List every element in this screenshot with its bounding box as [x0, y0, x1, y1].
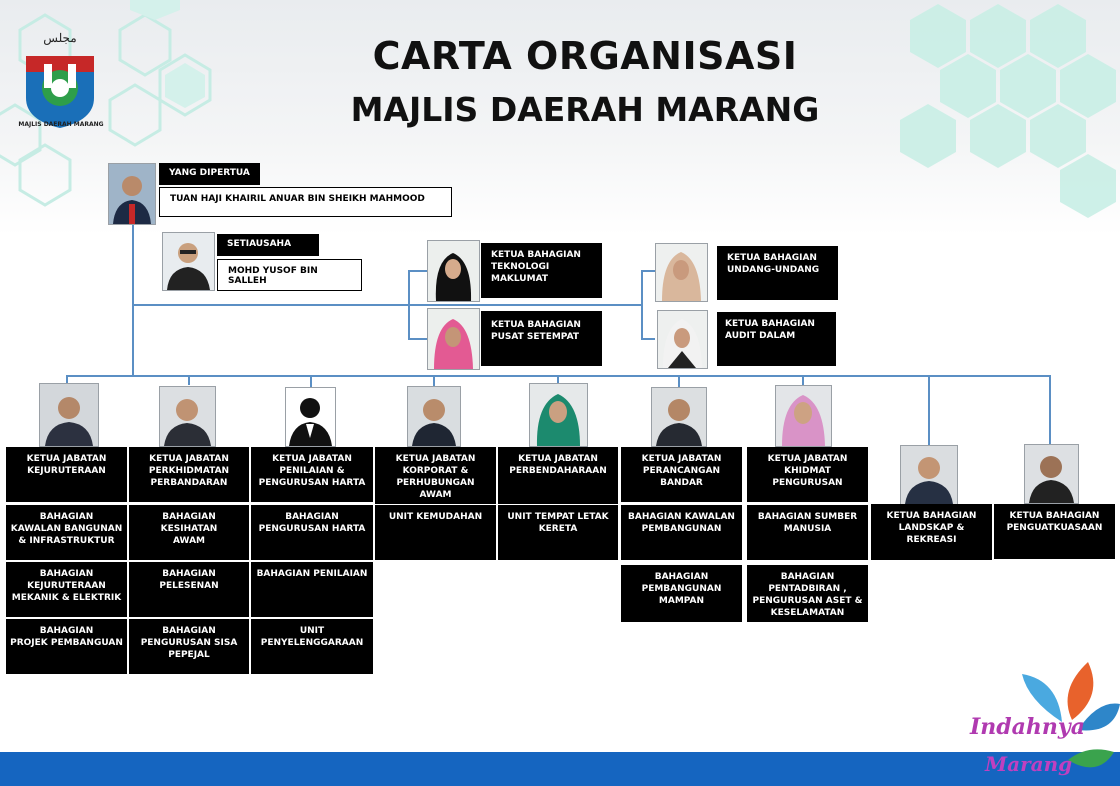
brand-wordmark-line2: Marang	[985, 752, 1073, 776]
brand-wordmark: Indahnya	[970, 714, 1085, 740]
connector-line	[408, 270, 428, 272]
sub-unit-label: BAHAGIAN KAWALAN BANGUNAN & INFRASTRUKTUR	[6, 505, 127, 560]
sub-unit-label: BAHAGIAN PENGURUSAN HARTA	[251, 505, 373, 560]
department-head-photo	[529, 383, 588, 447]
sub-unit-label: BAHAGIAN KAWALAN PEMBANGUNAN	[621, 505, 742, 560]
connector-line	[641, 270, 655, 272]
staff-photo	[427, 240, 480, 302]
department-head-label: KETUA JABATAN KEJURUTERAAN	[6, 447, 127, 502]
department-head-label: KETUA JABATAN PERKHIDMATAN PERBANDARAN	[129, 447, 249, 502]
yang-dipertua-photo	[108, 163, 156, 225]
connector-line	[641, 338, 655, 340]
department-head-photo	[39, 383, 99, 447]
department-head-label: KETUA BAHAGIAN LANDSKAP & REKREASI	[871, 504, 992, 560]
page-subtitle: MAJLIS DAERAH MARANG	[350, 90, 820, 129]
department-head-label: KETUA JABATAN PERANCANGAN BANDAR	[621, 447, 742, 502]
department-head-label: KETUA JABATAN PENILAIAN & PENGURUSAN HARTA	[251, 447, 373, 502]
sub-unit-label: BAHAGIAN PEMBANGUNAN MAMPAN	[621, 565, 742, 622]
connector-line	[132, 304, 642, 306]
department-head-photo	[285, 387, 336, 447]
department-head-photo	[407, 386, 461, 447]
staff-unit-label: KETUA BAHAGIAN PUSAT SETEMPAT	[481, 311, 602, 366]
connector-line	[408, 338, 428, 340]
department-head-photo	[651, 387, 707, 447]
connector-line	[310, 375, 312, 387]
department-head-label: KETUA BAHAGIAN PENGUATKUASAAN	[994, 504, 1115, 559]
yang-dipertua-name: TUAN HAJI KHAIRIL ANUAR BIN SHEIKH MAHMOOD	[159, 187, 452, 217]
connector-line	[188, 375, 190, 385]
yang-dipertua-role: YANG DIPERTUA	[159, 163, 260, 185]
sub-unit-label: BAHAGIAN SUMBER MANUSIA	[747, 505, 868, 560]
department-head-photo	[775, 385, 832, 447]
connector-line	[928, 375, 930, 445]
sub-unit-label: BAHAGIAN KEJURUTERAAN MEKANIK & ELEKTRIK	[6, 562, 127, 617]
connector-line	[1049, 375, 1051, 445]
staff-photo	[655, 243, 708, 302]
sub-unit-label: UNIT PENYELENGGARAAN	[251, 619, 373, 674]
department-head-label: KETUA JABATAN KORPORAT & PERHUBUNGAN AWAM	[375, 447, 496, 504]
page-title: CARTA ORGANISASI	[372, 34, 798, 78]
setiausaha-role: SETIAUSAHA	[217, 234, 319, 256]
connector-line	[641, 270, 643, 340]
sub-unit-label: BAHAGIAN PENGURUSAN SISA PEPEJAL	[129, 619, 249, 674]
setiausaha-photo	[162, 232, 215, 291]
sub-unit-label: UNIT KEMUDAHAN	[375, 505, 496, 560]
sub-unit-label: UNIT TEMPAT LETAK KERETA	[498, 505, 618, 560]
svg-text:ﻣﺠﻠﺲ: ﻣﺠﻠﺲ	[43, 31, 77, 45]
connector-line	[678, 375, 680, 387]
staff-photo	[657, 310, 708, 369]
sub-unit-label: BAHAGIAN PENILAIAN	[251, 562, 373, 617]
connector-line	[132, 223, 134, 376]
sub-unit-label: BAHAGIAN PELESENAN	[129, 562, 249, 617]
department-head-label: KETUA JABATAN PERBENDAHARAAN	[498, 447, 618, 504]
connector-line	[408, 270, 410, 340]
staff-unit-label: KETUA BAHAGIAN UNDANG-UNDANG	[717, 246, 838, 300]
department-head-label: KETUA JABATAN KHIDMAT PENGURUSAN	[747, 447, 868, 502]
department-head-photo	[159, 386, 216, 447]
staff-unit-label: KETUA BAHAGIAN TEKNOLOGI MAKLUMAT	[481, 243, 602, 298]
connector-line	[802, 375, 804, 385]
sub-unit-label: BAHAGIAN KESIHATAN AWAM	[129, 505, 249, 560]
sub-unit-label: BAHAGIAN PROJEK PEMBANGUAN	[6, 619, 127, 674]
sub-unit-label: BAHAGIAN PENTADBIRAN , PENGURUSAN ASET & KESELAMATAN	[747, 565, 868, 622]
staff-unit-label: KETUA BAHAGIAN AUDIT DALAM	[717, 312, 836, 366]
department-head-photo	[900, 445, 958, 505]
footer-band	[0, 752, 1120, 786]
setiausaha-name: MOHD YUSOF BIN SALLEH	[217, 259, 362, 291]
department-head-photo	[1024, 444, 1079, 504]
logo-caption: MAJLIS DAERAH MARANG	[18, 121, 104, 128]
staff-photo	[427, 308, 480, 370]
